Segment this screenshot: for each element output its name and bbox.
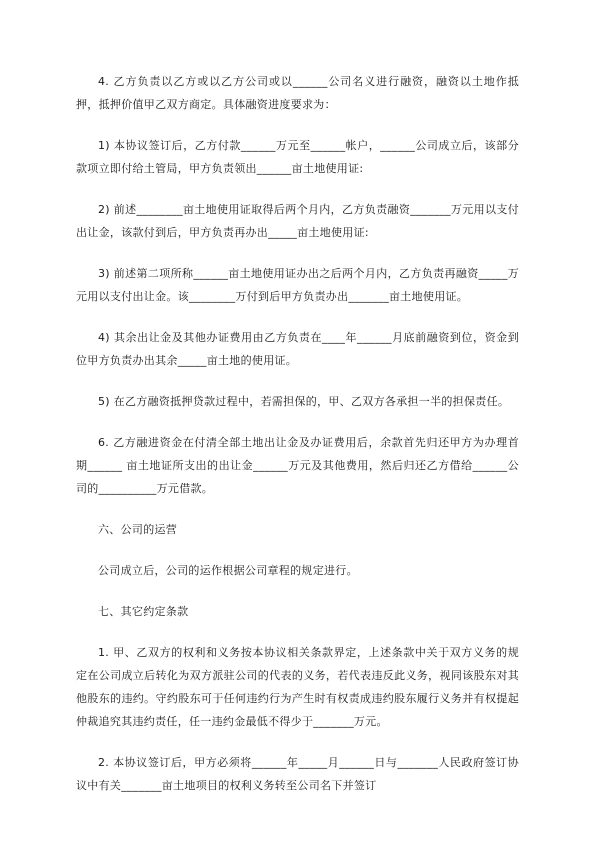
paragraph-financing-step-5: 5) 在乙方融资抵押贷款过程中，若需担保的，甲、乙双方各承担一半的担保责任。 [98, 395, 510, 408]
paragraph-financing-step-1: 1) 本协议签订后，乙方付款______万元至______帐户，______公司成立后，该部分款项立即付给土管局，甲方负责领出______亩土地使用证: [76, 139, 519, 175]
paragraph-agreement-transfer: 2. 本协议签订后，甲方必须将______年_____月______日与_______人民政府签订协议中有关_______亩土地项目的权利义务转至公司名下并签订 [76, 756, 519, 792]
paragraph-financing-clause: 4. 乙方负责以乙方或以乙方公司或以______公司名义进行融资，融资以土地作抵押，抵押价值甲乙双方商定。具体融资进度要求为： [76, 75, 519, 111]
section-heading-operation: 六、公司的运营 [98, 523, 178, 536]
paragraph-operation: 公司成立后，公司的运作根据公司章程的规定进行。 [98, 564, 358, 577]
paragraph-rights-obligations: 1. 甲、乙双方的权利和义务按本协议相关条款界定，上述条款中关于双方义务的规定在公司成立后转化为双方派驻公司的代表的义务，若代表违反此义务，视同该股东对其他股东的违约。守约股东可于任何违约行为产生时有权责成违约股东履行义务并有权提起仲裁追究其违约责任，任一违约金最低不得少于_______万元。 [76, 646, 519, 728]
paragraph-repayment-clause: 6. 乙方融进资金在付清全部土地出让金及办证费用后，余款首先归还甲方为办理首期______ 亩土地证所支出的出让金______万元及其他费用，然后归还乙方借给______公司的__________万元借款。 [76, 436, 519, 495]
paragraph-financing-step-2: 2) 前述________亩土地使用证取得后两个月内，乙方负责融资_______万元用以支付出让金，该款付到后，甲方负责再办出_____亩土地使用证: [76, 203, 519, 239]
paragraph-financing-step-3: 3) 前述第二项所称______亩土地使用证办出之后两个月内，乙方负责再融资_____万元用以支付出让金。该________万付到后甲方负责办出_______亩土地使用证。 [76, 267, 519, 303]
section-heading-other-terms: 七、其它约定条款 [98, 605, 189, 618]
paragraph-financing-step-4: 4) 其余出让金及其他办证费用由乙方负责在____年______月底前融资到位，资金到位甲方负责办出其余_____亩土地的使用证。 [76, 331, 519, 367]
